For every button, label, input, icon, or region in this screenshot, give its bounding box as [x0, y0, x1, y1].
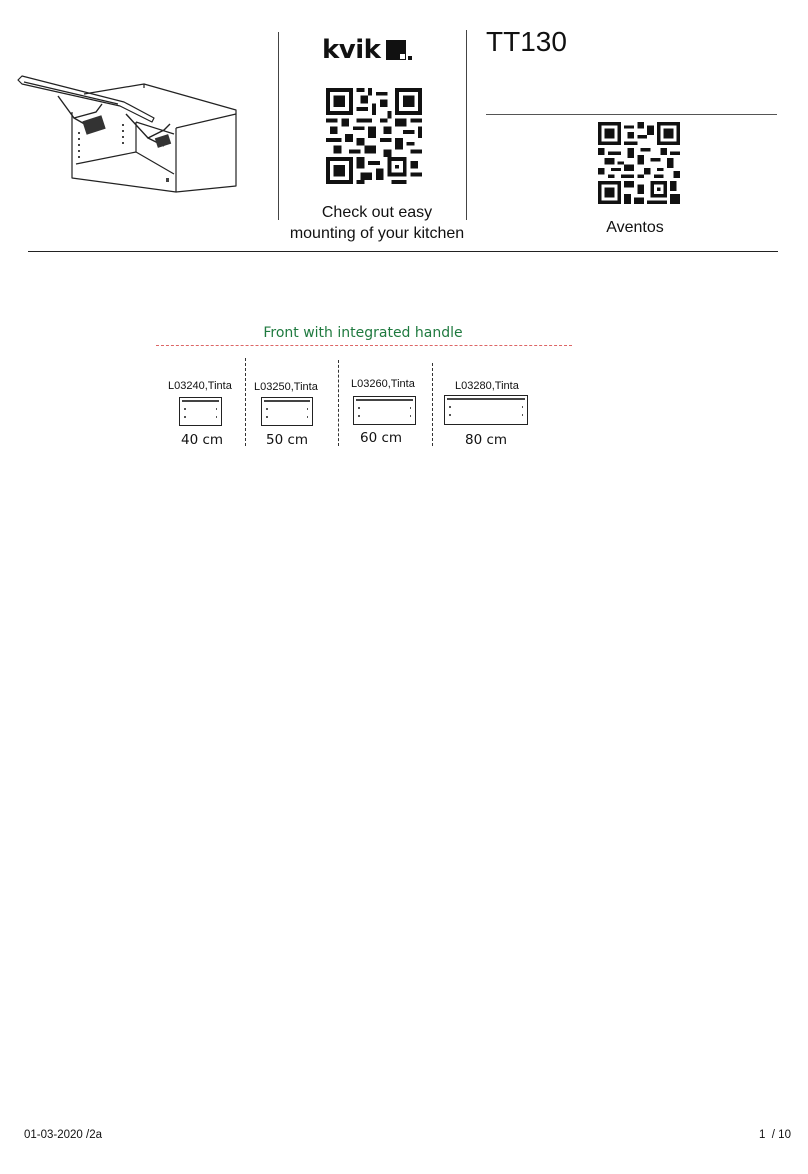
section-underline: [156, 345, 572, 346]
brand-dot-icon: [408, 56, 412, 60]
front-item-code: L03240,Tinta: [168, 380, 232, 392]
column-separator: [432, 363, 433, 446]
qr-caption-mounting: [280, 202, 474, 244]
front-item-code: L03260,Tinta: [351, 378, 415, 390]
footer-page-number: 1 / 10: [759, 1129, 791, 1141]
section-title: Front with integrated handle: [263, 325, 463, 341]
front-panel-60-icon: [353, 396, 416, 425]
divider-vertical-left: [278, 32, 279, 220]
front-panel-50-icon: [261, 397, 313, 426]
model-code: TT130: [486, 26, 567, 57]
front-item-size: 60 cm: [360, 430, 403, 446]
footer-date-revision: 01-03-2020 /2a: [24, 1129, 103, 1141]
column-separator: [245, 358, 246, 446]
divider-horizontal-main: [28, 251, 778, 252]
qr-caption-aventos: Aventos: [606, 219, 664, 236]
front-item-size: 80 cm: [465, 432, 508, 448]
front-item-code: L03280,Tinta: [455, 380, 519, 392]
cabinet-illustration: [14, 74, 244, 219]
qr-code-aventos[interactable]: [598, 122, 680, 204]
qr-code-mounting[interactable]: [326, 88, 422, 184]
front-panel-40-icon: [179, 397, 222, 426]
brand-logo: [322, 34, 412, 66]
divider-vertical-right: [466, 30, 467, 220]
divider-horizontal-header: [486, 114, 777, 115]
brand-name: kvik: [322, 35, 381, 65]
qr-caption-line2: mounting of your kitchen: [289, 225, 465, 242]
front-item-code: L03250,Tinta: [254, 381, 318, 393]
qr-caption-line1: Check out easy: [321, 204, 433, 221]
column-separator: [338, 360, 339, 446]
brand-square-icon: [386, 40, 406, 60]
front-item-size: 40 cm: [181, 432, 224, 448]
front-item-size: 50 cm: [266, 432, 309, 448]
front-panel-80-icon: [444, 395, 528, 425]
